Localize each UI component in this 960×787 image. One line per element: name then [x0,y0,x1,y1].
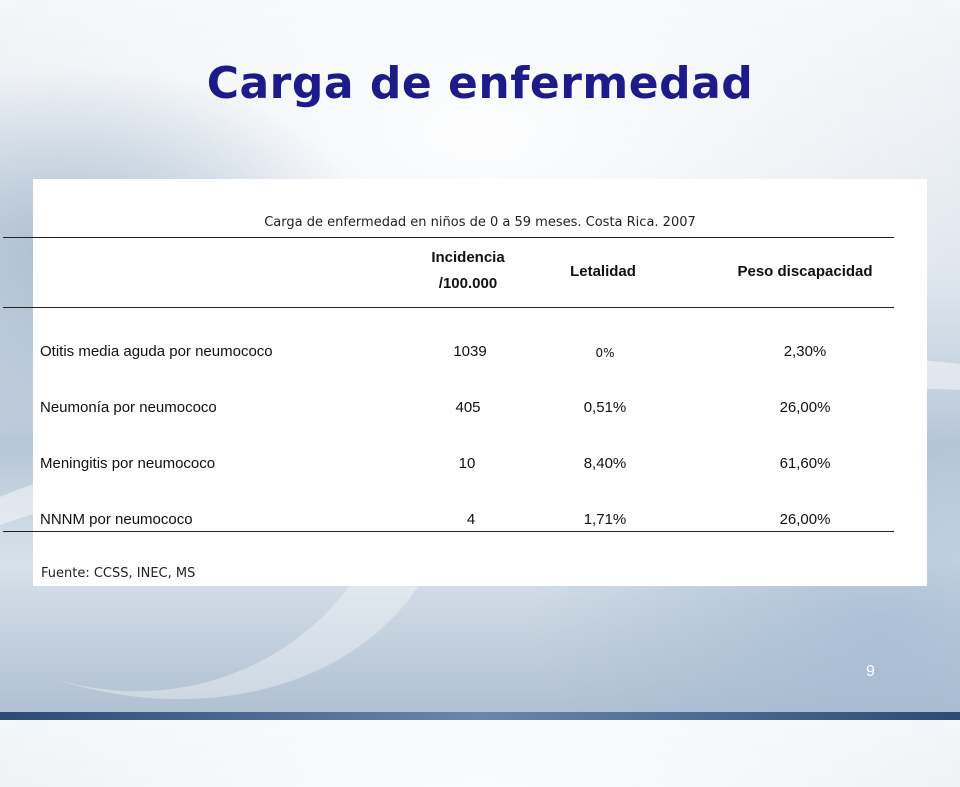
row-2-disability: 26,00% [779,399,831,416]
row-4-incidence: 4 [466,511,476,528]
slide-title: Carga de enfermedad [206,58,754,109]
header-incidence [398,245,538,297]
row-2-disease: Neumonía por neumococo [40,399,217,416]
row-1-lethality: 0% [595,346,615,360]
row-4-disease: NNNM por neumococo [40,511,193,528]
header-lethality: Letalidad [570,263,636,280]
row-1-disease: Otitis media aguda por neumococo [40,343,273,360]
row-2-incidence: 405 [455,399,481,416]
bottom-bar [0,712,960,720]
row-1-incidence: 1039 [453,343,487,360]
row-4-lethality: 1,71% [583,511,627,528]
table-source: Fuente: CCSS, INEC, MS [41,566,196,581]
table-rule-header [3,307,894,308]
header-disability: Peso discapacidad [737,263,873,280]
row-3-disability: 61,60% [779,455,831,472]
row-3-lethality: 8,40% [583,455,627,472]
table-rule-bottom [3,531,894,532]
page-number: 9 [866,663,875,680]
row-4-disability: 26,00% [779,511,831,528]
row-1-disability: 2,30% [783,343,827,360]
header-incidence-line1: Incidencia [431,249,505,266]
header-incidence-line2: /100.000 [438,275,498,292]
row-3-incidence: 10 [458,455,476,472]
table-caption: Carga de enfermedad en niños de 0 a 59 meses. Costa Rica. 2007 [264,215,696,230]
row-2-lethality: 0,51% [583,399,627,416]
row-3-disease: Meningitis por neumococo [40,455,216,472]
table-rule-top [3,237,894,238]
